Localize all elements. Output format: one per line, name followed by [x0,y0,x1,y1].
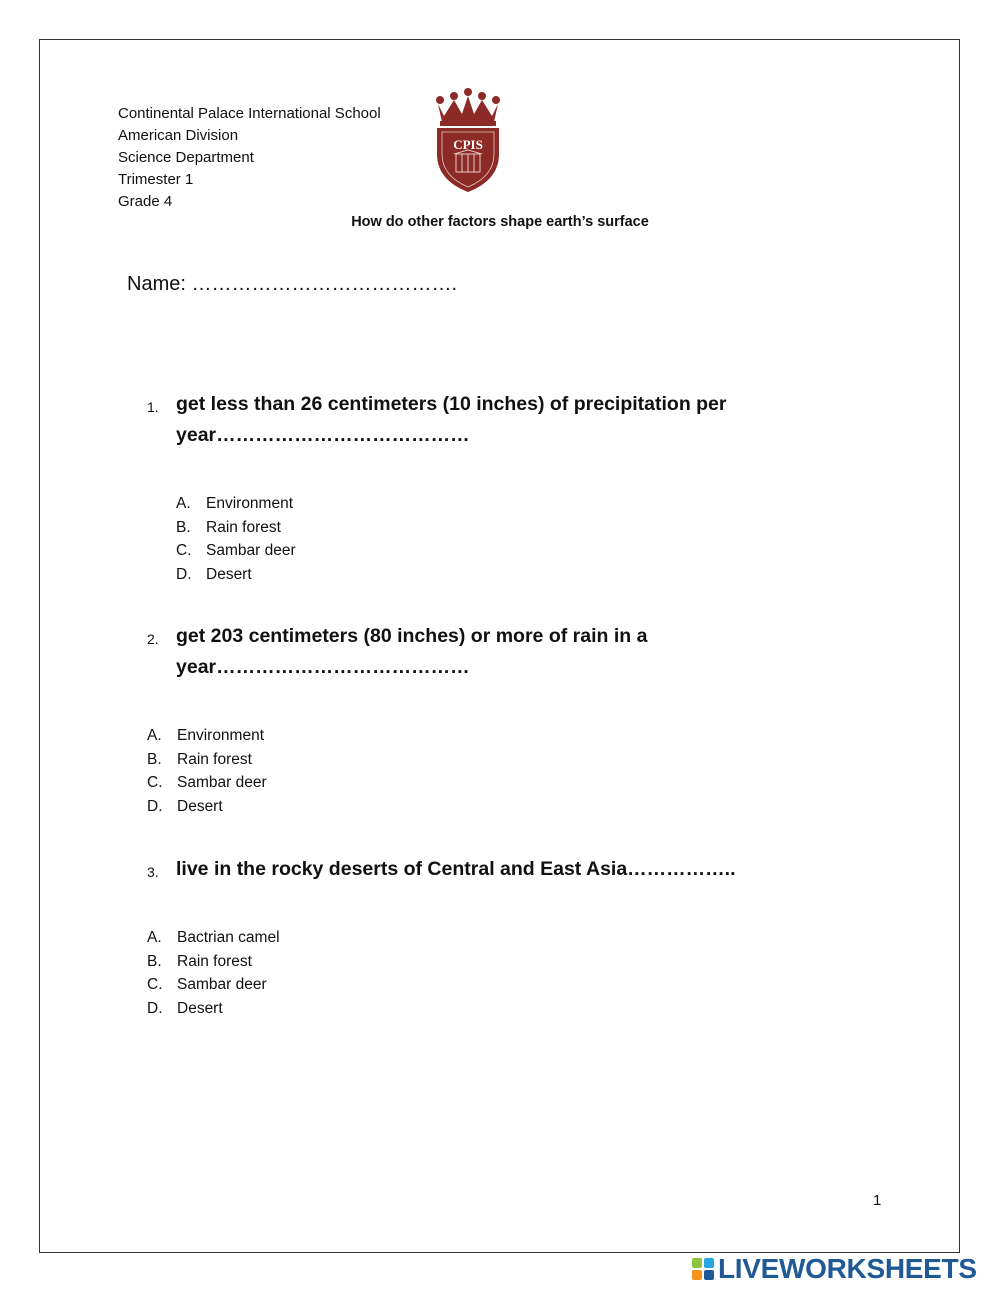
worksheet-title: How do other factors shape earth’s surface [351,214,649,230]
question-2-line1: get 203 centimeters (80 inches) or more of rain in a [176,625,648,647]
question-1-options [176,492,296,587]
question-3-option-d[interactable]: D. Desert [147,1000,223,1018]
page-number: 1 [873,1192,882,1209]
question-1-text [176,389,727,451]
school-name: Continental Palace International School [118,105,381,122]
question-1-option-c[interactable]: C. Sambar deer [176,542,296,560]
liveworksheets-icon [692,1258,714,1280]
question-1-answer-blank[interactable]: year………………………………… [176,424,470,446]
question-3-option-a[interactable]: A. Bactrian camel [147,929,280,946]
grade-label: Grade 4 [118,193,173,210]
question-3-text[interactable]: live in the rocky deserts of Central and East Asia…………….. [176,858,736,880]
term-label: Trimester 1 [118,171,194,188]
question-3-option-b[interactable]: B. Rain forest [147,952,252,970]
crest-text: CPIS [453,137,483,152]
question-2-option-d[interactable]: D. Desert [147,798,223,816]
question-1-line1: get less than 26 centimeters (10 inches) of precipitation per [176,393,727,415]
question-1-option-b[interactable]: B. Rain forest [176,518,281,536]
question-2-options [147,724,267,819]
question-1-option-d[interactable]: D. Desert [176,566,252,584]
school-header [118,103,381,213]
question-2-number: 2. [147,631,159,647]
question-2-option-a[interactable]: A. Environment [147,727,265,744]
question-2-text [176,621,647,683]
question-1-number: 1. [147,399,159,415]
school-crest-icon [432,88,504,194]
question-2-answer-blank[interactable]: year………………………………… [176,656,470,678]
question-2-option-c[interactable]: C. Sambar deer [147,774,267,792]
name-field[interactable]: Name: …………………………………. [127,273,458,295]
department-name: Science Department [118,149,254,166]
question-3-options [147,926,280,1021]
question-3-option-c[interactable]: C. Sambar deer [147,976,267,994]
liveworksheets-wordmark: LIVEWORKSHEETS [718,1253,977,1284]
question-1-option-a[interactable]: A. Environment [176,495,294,512]
liveworksheets-logo[interactable] [692,1254,977,1284]
division-name: American Division [118,127,239,144]
question-3-number: 3. [147,864,159,880]
question-2-option-b[interactable]: B. Rain forest [147,750,252,768]
